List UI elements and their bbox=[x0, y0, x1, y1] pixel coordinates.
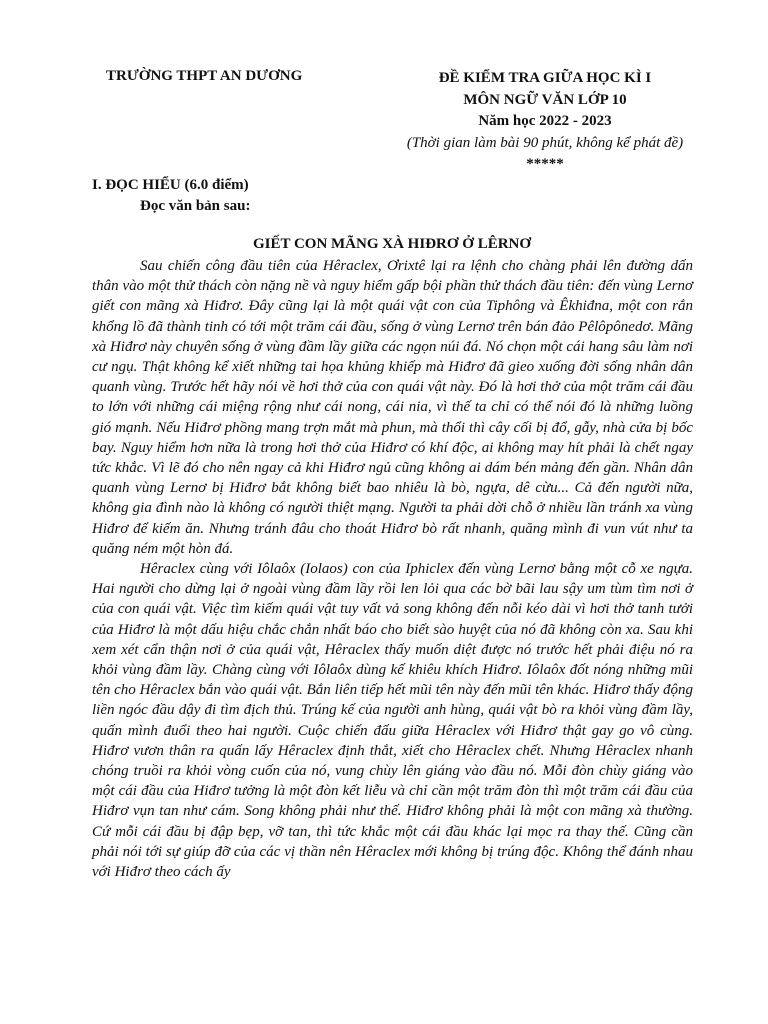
passage-paragraph-2: Hêraclex cùng với Iôlaôx (Iolaos) con của Iphiclex đến vùng Lernơ bằng một cỗ xe ngựa. Hai người cho dừng lại ở ngoài vùng đầm lầy rồi len lỏi qua các bờ bãi lau sậy um tùm tìm nơi ở của con quái vật. Việc tìm kiếm quái vật tuy vất vả song không đến nỗi kéo dài vì hơi thở tanh tưởi của Hiđrơ là một dấu hiệu chắc chắn nhất báo cho biết sào huyệt của nó đã không còn xa. Sau khi xem xét cẩn thận nơi ở của quái vật, Hêraclex thấy muốn diệt được nó trước hết phải điệu nó ra khỏi vùng đầm lầy. Chàng cùng với Iôlaôx dùng kế khiêu khích Hiđrơ. Iôlaôx đốt nóng những mũi tên cho Hêraclex bắn vào quái vật. Bắn liên tiếp hết mũi tên này đến mũi tên khác. Hiđrơ thấy động liền ngóc đầu dậy đi tìm địch thủ. Trúng kế của người anh hùng, quái vật bò ra khỏi vùng đầm lầy, quấn mình đuổi theo hai người. Cuộc chiến đấu giữa Hêraclex với Hiđrơ thật gay go vô cùng. Hiđrơ vươn thân ra quấn lấy Hêraclex định thắt, xiết cho Hêraclex chết. Nhưng Hêraclex nhanh chóng truồi ra khỏi vòng cuốn của nó, vung chùy lên giáng vào đầu nó. Mỗi đòn chùy giáng vào một cái đầu của Hiđrơ tưởng là một đòn kết liễu và chỉ cần một trăm đòn thì một trăm cái đầu của Hiđrơ vụn tan như cám. Song không phải như thế. Hiđrơ không phải là một con mãng xà thường. Cứ mỗi cái đầu bị đập bẹp, vỡ tan, thì tức khắc một cái đầu khác lại mọc ra thay thế. Cũng cần phải nói tới sự giúp đỡ của các vị thần nên Hêraclex mới không bị trúng độc. Không thể đánh nhau với Hiđrơ theo cách ấy bbox=[92, 561, 693, 881]
passage-body bbox=[92, 256, 693, 882]
passage-paragraph-1: Sau chiến công đầu tiên của Hêraclex, Ơrixtê lại ra lệnh cho chàng phải lên đường dấn thân vào một thử thách còn nặng nề và nguy hiểm gấp bội phần thử thách đầu tiên: đến vùng Lernơ giết con mãng xà Hiđrơ. Đây cũng lại là một quái vật con của Tiphông và Êkhiđna, một con rắn khổng lồ đã thành tinh có tới một trăm cái đầu, sống ở vùng Lernơ trên bán đảo Pêlôpônedơ. Mãng xà Hiđrơ này chuyên sống ở vùng đầm lầy giữa các ngọn núi đá. Nó chọn một cái hang sâu làm nơi cư ngụ. Thật không kể xiết những tai họa khủng khiếp mà Hiđrơ đã gieo xuống đời sống nhân dân quanh vùng. Trước hết hãy nói về hơi thở của con quái vật này. Đó là hơi thở của một trăm cái đầu to lớn với những cái miệng rộng như cái nong, cái nia, vì thế ta chỉ có thể nói đó là những luồng gió mạnh. Nếu Hiđrơ phồng mang trợn mắt mà phun, mà thổi thì cây cối bị đổ, gẫy, nhà cửa bị bốc bay. Nguy hiểm hơn nữa là trong hơi thở của Hiđrơ có khí độc, ai không may hít phải là chết ngay tức khắc. Vì lẽ đó cho nên ngay cả khi Hiđrơ ngủ cũng không ai dám bén mảng đến gần. Nhân dân quanh vùng Lernơ bị Hiđrơ bắt không biết bao nhiêu là bò, ngựa, dê cừu... Cả đến người nữa, không gia đình nào là không có người thiệt mạng. Người ta phải dời chỗ ở nhiều lần tránh xa vùng Hiđrơ để kiếm ăn. Nhưng tránh đâu cho thoát Hiđrơ bò rất nhanh, quăng mình đi vun vút như ta quăng ném một hòn đá. bbox=[92, 258, 693, 557]
exam-header bbox=[360, 68, 730, 176]
subject-line: MÔN NGỮ VĂN LỚP 10 bbox=[463, 91, 627, 108]
exam-title: ĐỀ KIỂM TRA GIỮA HỌC KÌ I bbox=[438, 70, 652, 86]
stars-divider: ***** bbox=[526, 156, 564, 172]
school-year: Năm học 2022 - 2023 bbox=[478, 113, 612, 129]
section-heading: I. ĐỌC HIỂU (6.0 điểm) bbox=[92, 177, 249, 193]
time-note: (Thời gian làm bài 90 phút, không kể phát đề) bbox=[406, 134, 684, 151]
passage-title: GIẾT CON MÃNG XÀ HIĐRƠ Ở LÊRNƠ bbox=[252, 236, 532, 252]
school-name: TRƯỜNG THPT AN DƯƠNG bbox=[106, 68, 303, 84]
section-instruction: Đọc văn bản sau: bbox=[140, 198, 251, 214]
